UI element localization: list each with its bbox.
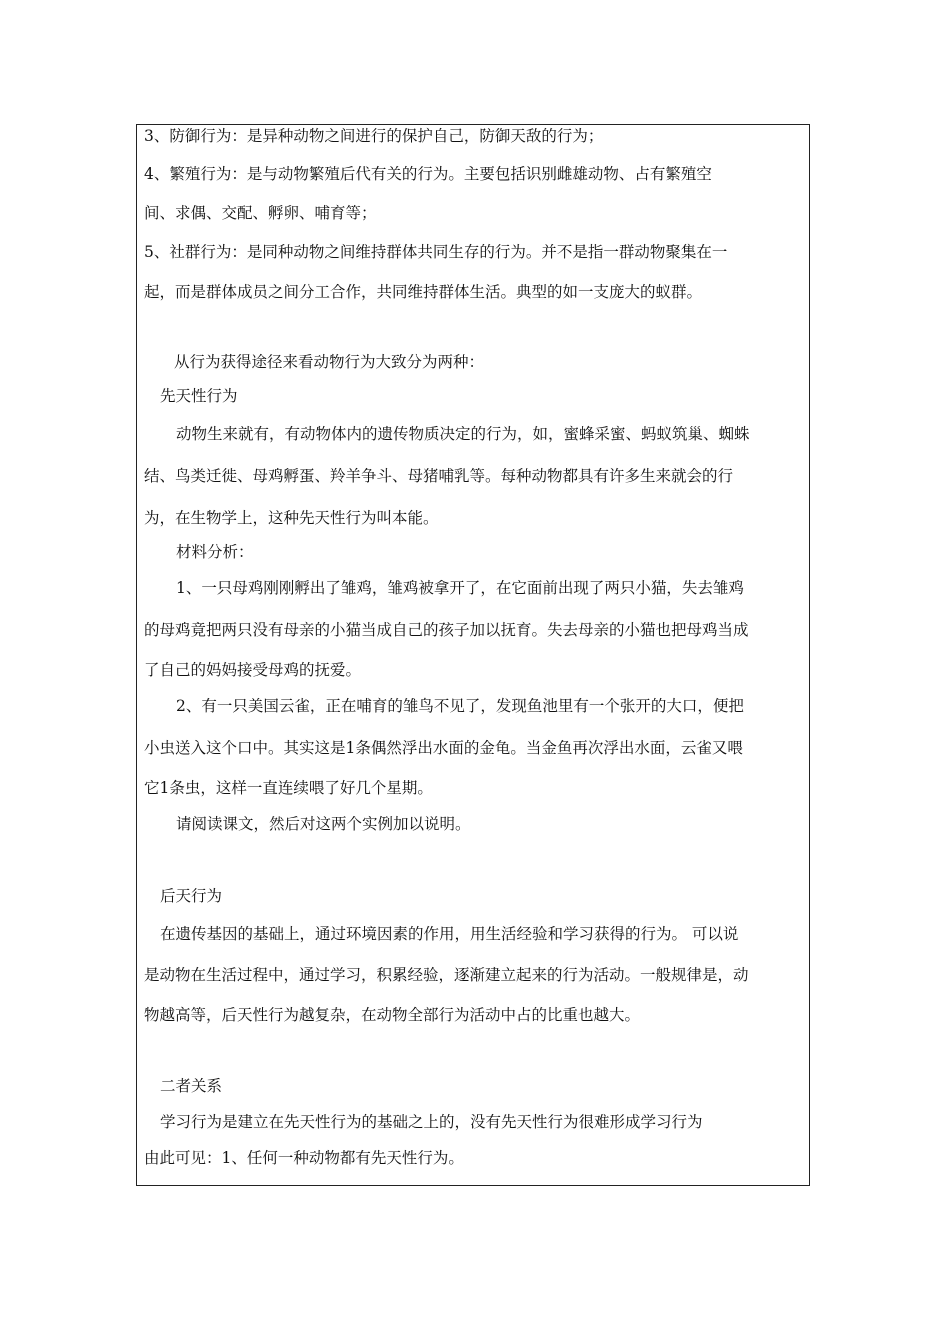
text-line: 由此可见：1、任何一种动物都有先天性行为。 (144, 1149, 464, 1167)
text-line: 4、繁殖行为：是与动物繁殖后代有关的行为。主要包括识别雌雄动物、占有繁殖空 (144, 165, 712, 183)
text-line: 间、求偶、交配、孵卵、哺育等； (144, 204, 377, 222)
text-line: 5、社群行为：是同种动物之间维持群体共同生存的行为。并不是指一群动物聚集在一 (144, 243, 728, 261)
text-line: 先天性行为 (160, 387, 238, 405)
text-line: 学习行为是建立在先天性行为的基础之上的，没有先天性行为很难形成学习行为 (160, 1113, 703, 1131)
text-line: 1、一只母鸡刚刚孵出了雏鸡，雏鸡被拿开了，在它面前出现了两只小猫，失去雏鸡 (176, 579, 744, 597)
text-line: 请阅读课文，然后对这两个实例加以说明。 (176, 815, 471, 833)
text-line: 动物生来就有，有动物体内的遗传物质决定的行为，如，蜜蜂采蜜、蚂蚁筑巢、蜘蛛 (176, 425, 750, 443)
text-line: 小虫送入这个口中。其实这是1条偶然浮出水面的金龟。当金鱼再次浮出水面，云雀又喂 (144, 739, 743, 757)
text-line: 3、防御行为：是异种动物之间进行的保护自己，防御天敌的行为； (144, 127, 604, 145)
text-line: 为，在生物学上，这种先天性行为叫本能。 (144, 509, 439, 527)
text-line: 的母鸡竟把两只没有母亲的小猫当成自己的孩子加以抚育。失去母亲的小猫也把母鸡当成 (144, 621, 749, 639)
text-line: 起，而是群体成员之间分工合作，共同维持群体生活。典型的如一支庞大的蚁群。 (144, 283, 703, 301)
text-line: 物越高等，后天性行为越复杂，在动物全部行为活动中占的比重也越大。 (144, 1006, 641, 1024)
text-line: 在遗传基因的基础上，通过环境因素的作用，用生活经验和学习获得的行为。 可以说 (160, 925, 739, 943)
text-line: 材料分析： (176, 543, 254, 561)
text-line: 后天行为 (160, 887, 223, 905)
text-line: 了自己的妈妈接受母鸡的抚爱。 (144, 661, 362, 679)
text-line: 二者关系 (160, 1077, 223, 1095)
text-line: 从行为获得途径来看动物行为大致分为两种： (174, 353, 485, 371)
text-line: 2、有一只美国云雀，正在哺育的雏鸟不见了，发现鱼池里有一个张开的大口，便把 (176, 697, 744, 715)
text-line: 结、鸟类迁徙、母鸡孵蛋、羚羊争斗、母猪哺乳等。每种动物都具有许多生来就会的行 (144, 467, 734, 485)
text-line: 它1条虫，这样一直连续喂了好几个星期。 (144, 779, 433, 797)
text-line: 是动物在生活过程中，通过学习，积累经验，逐渐建立起来的行为活动。一般规律是，动 (144, 966, 749, 984)
